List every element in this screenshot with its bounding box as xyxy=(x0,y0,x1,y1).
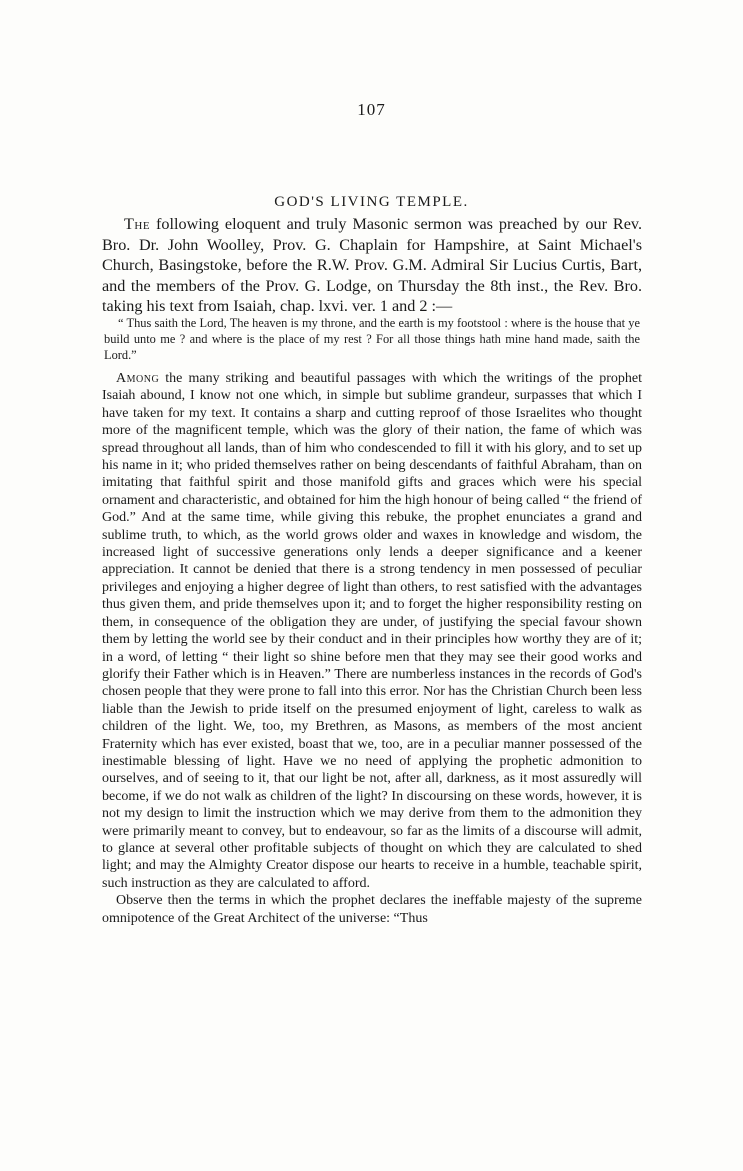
body-paragraph xyxy=(102,370,642,892)
body-lead-word: Among xyxy=(116,371,160,386)
intro-paragraph xyxy=(102,214,642,317)
article-title: GOD'S LIVING TEMPLE. xyxy=(274,194,469,210)
intro-lead-word: The xyxy=(124,215,151,233)
body-paragraph-text: the many striking and beautiful passages with which the writings of the prophet Isaiah abound, I know not one which, in simple but sublime grandeur, surpasses that which I have taken for my text. It contains a sharp and cutting reproof of those Israelites who thought more of the magnificent temple, which was the glory of their nation, the fame of which was spread throughout all lands, than of him who condescended to fill it with his glory, and to set up his name in it; who prided themselves rather on being descendants of faithful Abraham, than on imitating that faithful spirit and those manifold gifts and graces which were his special ornament and characteristic, and obtained for him the high honour of being called “ the friend of God.” And at the same time, while giving this rebuke, the prophet enunciates a grand and sublime truth, to which, as the world grows older and waxes in knowledge and wisdom, the increased light of successive generations only lends a deeper significance and a keener appreciation. It cannot be denied that there is a strong tendency in men possessed of peculiar privileges and enjoying a higher degree of light than others, to rest satisfied with the advantages thus given them, and pride themselves upon it; and to forget the higher responsibility resting on them, in consequence of the obligation they are under, of justifying the special favour shown them by letting the world see by their conduct and in their principles how worthy they are of it; in a word, of letting “ their light so shine before men that they may see their good works and glorify their Father which is in Heaven.” There are numberless instances in the records of God's chosen people that they were prone to fall into this error. Nor has the Christian Church been less liable than the Jewish to pride itself on the presumed enjoyment of light, careless to walk as children of the light. We, too, my Brethren, as Masons, as members of the most ancient Fraternity which has ever existed, boast that we, too, are in a peculiar manner possessed of the inestimable blessing of light. Have we no need of applying the prophetic admonition to ourselves, and of seeing to it, that our light be not, after all, darkness, as it most assuredly will become, if we do not walk as children of the light? In discoursing on these words, however, it is not my design to limit the instruction which we may derive from them to the admonition they were primarily meant to convey, but to endeavour, so far as the limits of a discourse will admit, to glance at several other profitable subjects of thought on which they are calculated to shed light; and may the Almighty Creator dispose our hearts to receive in a humble, teachable spirit, such instruction as they are calculated to afford. xyxy=(102,371,642,891)
page-number: 107 xyxy=(357,100,386,119)
scripture-quote: “ Thus saith the Lord, The heaven is my throne, and the earth is my footstool : where is the house that ye build unto me ? and where is the place of my rest ? For all those things hath mine hand made, saith the Lord.” xyxy=(104,316,640,362)
sermon-body xyxy=(102,370,642,927)
body-paragraph: Observe then the terms in which the prophet declares the ineffable majesty of the supreme omnipotence of the Great Architect of the universe: “Thus xyxy=(102,893,642,926)
intro-text: following eloquent and truly Masonic sermon was preached by our Rev. Bro. Dr. John Woolley, Prov. G. Chaplain for Hampshire, at Saint Michael's Church, Basingstoke, before the R.W. Prov. G.M. Admiral Sir Lucius Curtis, Bart, and the members of the Prov. G. Lodge, on Thursday the 8th inst., the Rev. Bro. taking his text from Isaiah, chap. lxvi. ver. 1 and 2 :— xyxy=(102,215,642,315)
